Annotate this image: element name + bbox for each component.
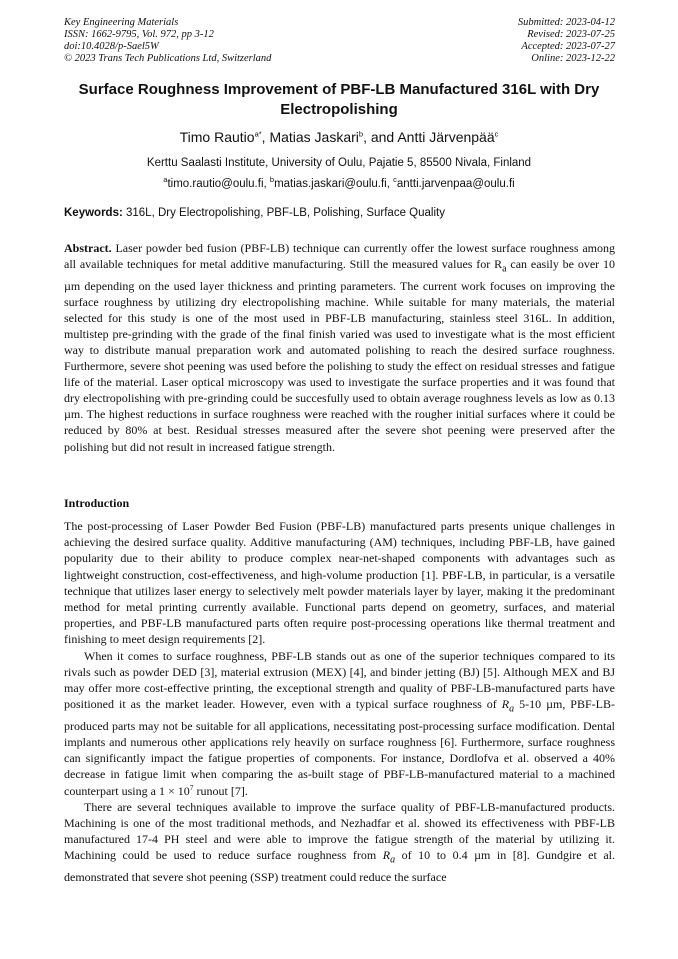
- revised-date: Revised: 2023-07-25: [527, 29, 615, 40]
- email-mark: c: [393, 175, 397, 185]
- author-affil-mark: b: [358, 129, 364, 139]
- abstract-text: can easily be over 10 µm depending on the used layer thickness and printing parameters. The current work focuses on improving the surface roughness by utilizing dry electropolishing machine. While suitable for many materials, the material selected for this study is one of the most used in PBF-LB manufacturing, stainless steel 316L. In addition, multistep pre-grinding with the grade of the final finish varied was used to investigate what is the most efficient way to distribute manual preparation work and automated polishing to reach the desired surface roughness. Furthermore, severe shot peening was used before the polishing to study the effect on residual stresses and fatigue life of the material. Laser optical microscopy was used to investigate the surface properties and it was found that dry electropolishing with pre-grinding could be succesfully used to obtain average roughness levels as low as 0.13 µm. The highest reductions in surface roughness were reached with the rougher initial surfaces where it could be reduced by 80% at best. Residual stresses measured after the severe shot peening were preserved after the polishing but did not result in increased fatigue strength.: [64, 257, 615, 454]
- keywords-text: 316L, Dry Electropolishing, PBF-LB, Polishing, Surface Quality: [122, 207, 445, 219]
- introduction-body: [64, 518, 615, 885]
- accepted-date: Accepted: 2023-07-27: [521, 41, 615, 52]
- author-affil-mark: a*: [254, 129, 262, 139]
- keywords: [64, 206, 616, 220]
- issn-line: ISSN: 1662-9795, Vol. 972, pp 3-12: [64, 29, 214, 40]
- affiliation: Kerttu Saalasti Institute, University of Oulu, Pajatie 5, 85500 Nivala, Finland: [146, 157, 532, 169]
- superscript: 7: [189, 782, 194, 792]
- keywords-label: Keywords:: [64, 207, 123, 219]
- paper-title: Surface Roughness Improvement of PBF-LB Manufactured 316L with Dry Electropolishing: [78, 81, 600, 118]
- journal-name: Key Engineering Materials: [64, 17, 179, 28]
- author-emails: [40, 177, 638, 191]
- author-affil-mark: c: [494, 129, 499, 139]
- subscript: a: [509, 703, 515, 715]
- email-mark: a: [163, 175, 168, 185]
- email-mark: b: [269, 175, 275, 185]
- math-symbol: R: [382, 848, 391, 863]
- paragraph: [64, 799, 615, 885]
- author-name: Timo Rautio: [179, 129, 255, 145]
- copyright-line: © 2023 Trans Tech Publications Ltd, Switzerland: [64, 53, 272, 64]
- paragraph-text: There are several techniques available to improve the surface quality of PBF-LB-manufactured products. Machining is one of the most traditional methods, and Nezhadfar et al. showed its effectiveness with PBF-LB manufactured 17-4 PH steel and were able to improve the fatigue strength of the material by utilizing it. Machining could be used to reduce surface roughness from: [64, 799, 615, 863]
- doi-line: doi:10.4028/p-Sael5W: [64, 41, 159, 52]
- author-name: Antti Järvenpää: [397, 129, 495, 145]
- paragraph-text: When it comes to surface roughness, PBF-LB stands out as one of the superior techniques compared to its rivals such as powder DED [3], material extrusion (MEX) [4], and binder jetting (BJ) [5]. Although MEX and BJ may offer more cost-effective printing, the exceptional strength and quality of PBF-LB-manufactured parts have positioned it as the market leader. However, even with a typical surface roughness of: [64, 648, 615, 712]
- subscript: a: [502, 263, 507, 275]
- math-symbol: R: [501, 697, 510, 712]
- section-heading: Introduction: [64, 496, 130, 510]
- paragraph-text: runout [7].: [193, 783, 248, 798]
- author-list: [40, 128, 638, 146]
- journal-header-right: [518, 17, 615, 65]
- submitted-date: Submitted: 2023-04-12: [517, 17, 615, 28]
- email-address: antti.jarvenpaa@oulu.fi: [396, 178, 515, 190]
- abstract: [64, 240, 615, 455]
- email-address: matias.jaskari@oulu.fi,: [274, 178, 394, 190]
- paragraph-text: of 10 to 0.4 µm in [8]. Gundgire et al. demonstrated that severe shot peening (SSP) treatment could reduce the surface: [64, 848, 616, 885]
- subscript: a: [390, 854, 396, 866]
- abstract-label: Abstract.: [64, 241, 112, 255]
- paragraph-text: 5-10 µm, PBF-LB-produced parts may not be suitable for all applications, necessitating post-processing surface modification. Dental implants and numerous other applications rely heavily on surface roughness [6]. Furthermore, surface roughness can significantly impact the fatigue properties of components. For instance, Dordlofva et al. observed a 40% decrease in fatigue limit when comparing the as-built stage of PBF-LB-manufactured material to a machined counterpart using a: [64, 697, 615, 798]
- paragraph: [64, 648, 615, 799]
- email-address: timo.rautio@oulu.fi,: [167, 178, 270, 190]
- abstract-text: Laser powder bed fusion (PBF-LB) technique can currently offer the lowest surface roughness among all available techniques for metal additive manufacturing. Still the measured values for R: [64, 241, 615, 272]
- online-date: Online: 2023-12-22: [531, 53, 615, 64]
- math-expression: 1 × 10: [158, 783, 190, 798]
- paragraph: The post-processing of Laser Powder Bed Fusion (PBF-LB) manufactured parts presents unique challenges in achieving the desired surface quality. Additive manufacturing (AM) techniques, including PBF-LB, have gained popularity due to their ability to produce complex near-net-shaped components with advantages such as lightweight construction, cost-effectiveness, and high-volume production [1]. PBF-LB, in particular, is a versatile technique that utilizes laser energy to selectively melt powder materials layer by layer, making it the predominant method for metal printing currently available. Functional parts depend on geometry, surfaces, and material properties, and PBF-LB manufactured parts often require post-processing operations like thermal treatment and finishing to meet design requirements [2].: [64, 519, 615, 647]
- author-separator: , and: [363, 129, 398, 145]
- author-separator: ,: [261, 129, 270, 145]
- author-name: Matias Jaskari: [269, 129, 359, 145]
- journal-header-left: [64, 17, 271, 65]
